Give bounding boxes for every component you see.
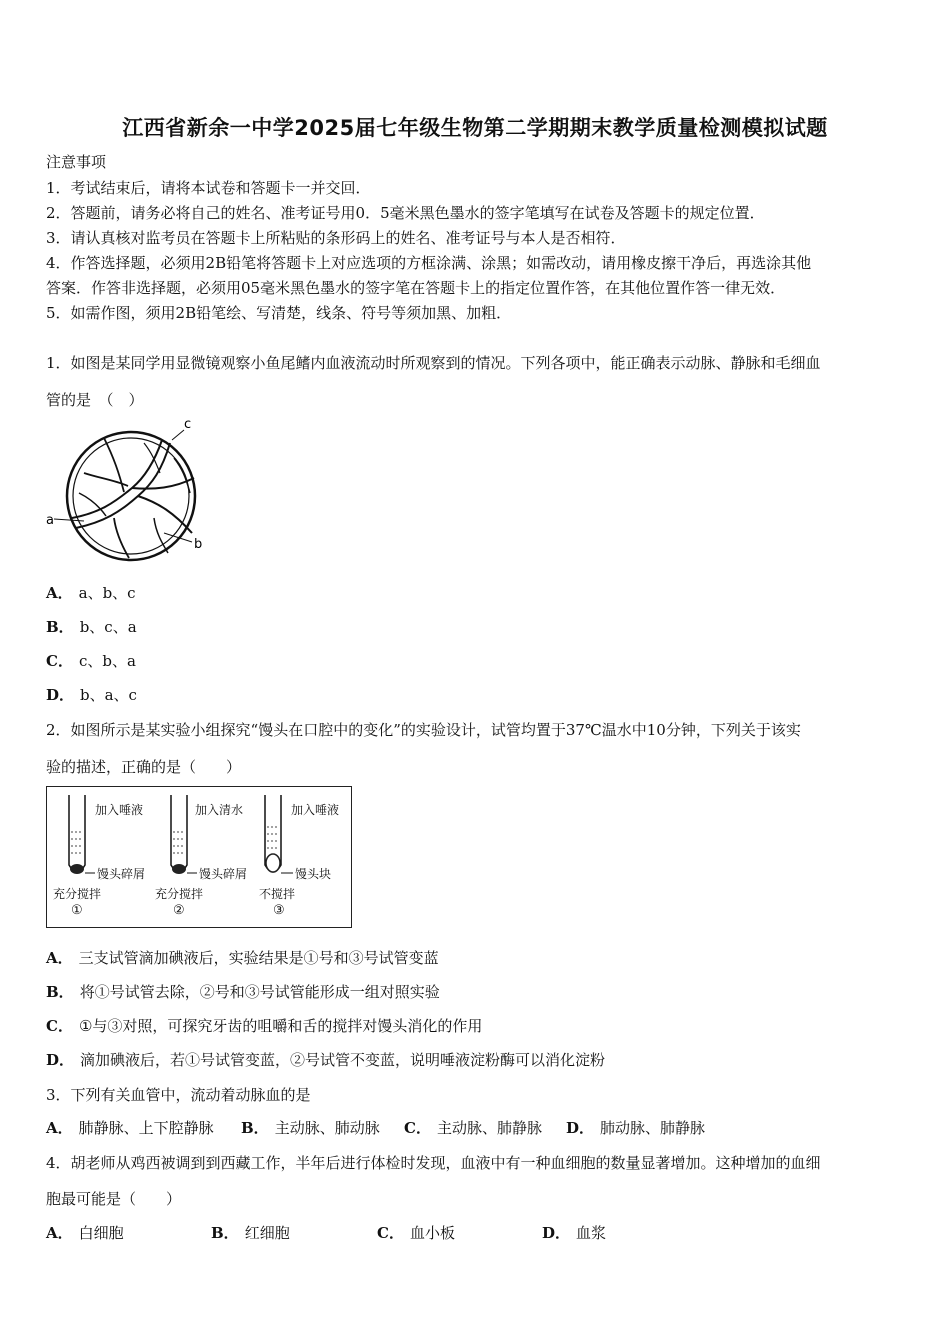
tube3-add-label: 加入唾液 <box>291 803 340 817</box>
q2-option-d[interactable]: D． 滴加碘液后，若①号试管变蓝，②号试管不变蓝，说明唾液淀粉酶可以消化淀粉 <box>46 1051 606 1069</box>
notice-item: 5．如需作图，须用2B铅笔绘、写清楚，线条、符号等须加黑、加粗． <box>46 304 512 322</box>
tube1-add-label: 加入唾液 <box>95 803 144 817</box>
q4-option-d[interactable]: D． 血浆 <box>542 1224 607 1242</box>
notice-item: 2．答题前，请务必将自己的姓名、准考证号用0．5毫米黑色墨水的签字笔填写在试卷及答题卡的规定位置． <box>46 204 765 222</box>
page-title: 江西省新余一中学2025届七年级生物第二学期期末教学质量检测模拟试题 <box>122 116 828 140</box>
tube1-number: ① <box>71 903 83 918</box>
fig-label-a: a <box>46 513 54 528</box>
q2-stem: 验的描述，正确的是（ ） <box>46 758 242 776</box>
notice-item: 3．请认真核对监考员在答题卡上所粘贴的条形码上的姓名、准考证号与本人是否相符． <box>46 229 626 247</box>
q1-stem: 1．如图是某同学用显微镜观察小鱼尾鳍内血液流动时所观察到的情况。下列各项中，能正确表示动脉、静脉和毛细血 <box>46 354 821 372</box>
q4-stem: 4．胡老师从鸡西被调到到西藏工作，半年后进行体检时发现，血液中有一种血细胞的数量显著增加。这种增加的血细 <box>46 1154 821 1172</box>
q4-option-c[interactable]: C． 血小板 <box>377 1224 455 1242</box>
q1-option-d[interactable]: D． b、a、c <box>46 686 137 704</box>
q3-option-a[interactable]: A． 肺静脉、上下腔静脉 <box>46 1119 214 1137</box>
tube2-content-label: 馒头碎屑 <box>199 867 248 881</box>
q3-option-c[interactable]: C． 主动脉、肺静脉 <box>404 1119 542 1137</box>
tube3-stir-label: 不搅拌 <box>259 887 296 901</box>
q1-blood-vessel-figure <box>44 418 214 568</box>
tube3-number: ③ <box>273 903 285 918</box>
q4-option-a[interactable]: A． 白细胞 <box>46 1224 124 1242</box>
tube1-stir-label: 充分搅拌 <box>53 887 102 901</box>
notice-item: 1．考试结束后，请将本试卷和答题卡一并交回． <box>46 179 371 197</box>
q3-option-b[interactable]: B． 主动脉、肺动脉 <box>241 1119 380 1137</box>
notice-item: 4．作答选择题，必须用2B铅笔将答题卡上对应选项的方框涂满、涂黑；如需改动，请用橡皮擦干净后，再选涂其他 <box>46 254 812 272</box>
q1-option-a[interactable]: A． a、b、c <box>46 584 136 602</box>
q4-option-b[interactable]: B． 红细胞 <box>211 1224 290 1242</box>
q2-option-b[interactable]: B． 将①号试管去除，②号和③号试管能形成一组对照实验 <box>46 983 440 1001</box>
q2-option-c[interactable]: C． ①与③对照，可探究牙齿的咀嚼和舌的搅拌对馒头消化的作用 <box>46 1017 483 1035</box>
fig-label-b: b <box>194 537 203 552</box>
tube2-number: ② <box>173 903 185 918</box>
q1-option-c[interactable]: C． c、b、a <box>46 652 136 670</box>
tube2-stir-label: 充分搅拌 <box>155 887 204 901</box>
q2-test-tube-figure <box>46 786 352 928</box>
notice-heading: 注意事项 <box>46 153 107 171</box>
q1-option-b[interactable]: B． b、c、a <box>46 618 137 636</box>
q3-option-d[interactable]: D． 肺动脉、肺静脉 <box>566 1119 706 1137</box>
q2-stem: 2．如图所示是某实验小组探究“馒头在口腔中的变化”的实验设计，试管均置于37℃温水中10分钟，下列关于该实 <box>46 721 801 739</box>
tube2-add-label: 加入清水 <box>195 803 244 817</box>
fig-label-c: c <box>184 418 192 432</box>
q1-stem: 管的是 （ ） <box>46 391 144 409</box>
notice-item: 答案．作答非选择题，必须用05毫米黑色墨水的签字笔在答题卡上的指定位置作答，在其他位置作答一律无效． <box>46 279 786 297</box>
q3-stem: 3．下列有关血管中，流动着动脉血的是 <box>46 1086 311 1104</box>
tube1-content-label: 馒头碎屑 <box>97 867 146 881</box>
q2-option-a[interactable]: A． 三支试管滴加碘液后，实验结果是①号和③号试管变蓝 <box>46 949 439 967</box>
tube3-content-label: 馒头块 <box>295 867 332 881</box>
q4-stem: 胞最可能是（ ） <box>46 1190 182 1208</box>
